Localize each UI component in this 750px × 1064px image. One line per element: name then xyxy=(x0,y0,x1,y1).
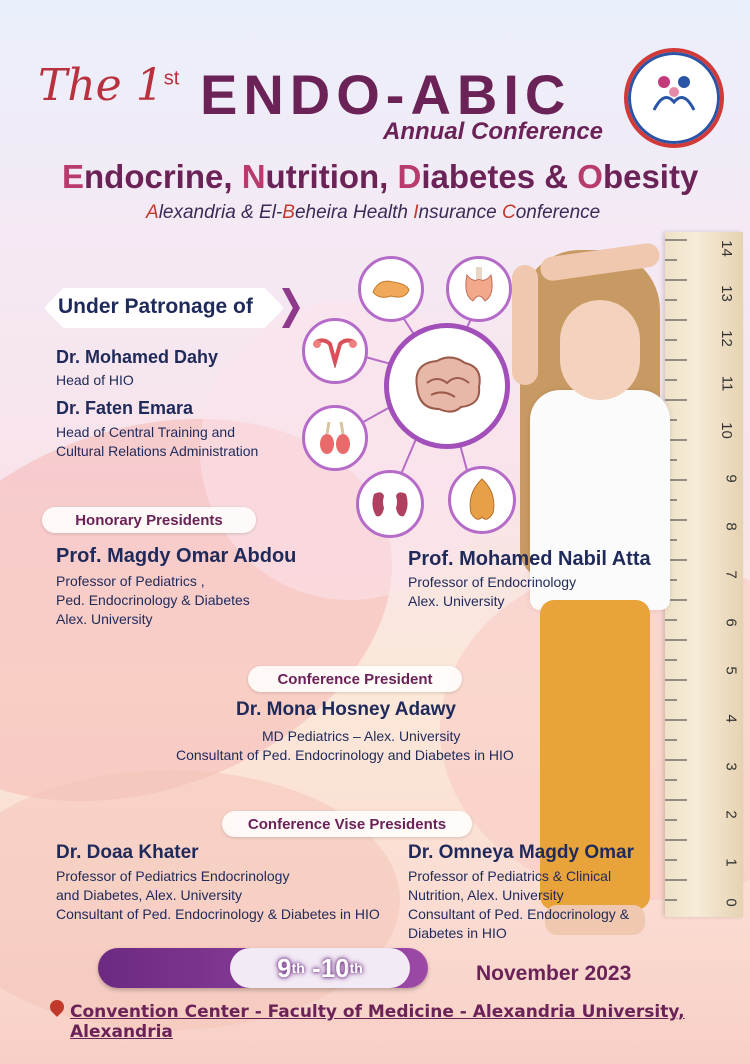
girl-face xyxy=(560,300,640,400)
adrenal-icon xyxy=(448,466,516,534)
event-dates: 9 th - 10 th xyxy=(230,948,410,988)
ruler-number: 10 xyxy=(718,422,736,439)
honorary-role: Alex. University xyxy=(408,593,505,609)
height-ruler xyxy=(665,232,743,917)
ruler-number: 8 xyxy=(722,522,740,531)
uterus-icon xyxy=(302,318,368,384)
conference-title: ENDO-ABIC xyxy=(200,63,572,126)
ruler-number: 3 xyxy=(722,762,740,771)
president-role: MD Pediatrics – Alex. University xyxy=(262,728,461,744)
vice-role: and Diabetes, Alex. University xyxy=(56,887,242,903)
vice-name: Dr. Doaa Khater xyxy=(56,842,199,863)
honorary-name: Prof. Mohamed Nabil Atta xyxy=(408,548,651,570)
vice-role: Professor of Pediatrics Endocrinology xyxy=(56,868,290,884)
vice-name: Dr. Omneya Magdy Omar xyxy=(408,842,634,863)
ruler-number: 2 xyxy=(722,810,740,819)
ruler-number: 13 xyxy=(718,285,736,302)
event-month: November 2023 xyxy=(476,962,632,985)
honorary-role: Alex. University xyxy=(56,611,153,627)
honorary-role: Ped. Endocrinology & Diabetes xyxy=(56,592,250,608)
vice-role: Professor of Pediatrics & Clinical xyxy=(408,868,612,884)
vice-label: Conference Vise Presidents xyxy=(222,811,472,837)
patron-role: Head of HIO xyxy=(56,372,134,388)
ruler-number: 1 xyxy=(722,858,740,867)
patronage-label: Under Patronage of xyxy=(58,295,253,318)
ruler-number: 4 xyxy=(722,714,740,723)
ruler-number: 11 xyxy=(718,375,736,392)
patron-role: Head of Central Training and xyxy=(56,424,235,440)
ruler-number: 9 xyxy=(722,474,740,483)
brain-icon xyxy=(384,323,510,449)
honorary-name: Prof. Magdy Omar Abdou xyxy=(56,545,297,567)
vice-role: Nutrition, Alex. University xyxy=(408,887,564,903)
conference-subtitle: Alexandria & El-Beheira Health Insurance Conference xyxy=(146,202,601,223)
organization-logo xyxy=(624,48,724,148)
topics-line: Endocrine, Nutrition, Diabetes & Obesity xyxy=(62,158,699,195)
testes-icon xyxy=(302,405,368,471)
vice-role: Consultant of Ped. Endocrinology & Diabetes in HIO xyxy=(56,906,380,922)
honorary-role: Professor of Endocrinology xyxy=(408,574,577,590)
president-label: Conference President xyxy=(248,666,462,692)
patron-name: Dr. Faten Emara xyxy=(56,398,194,418)
ordinal-label: The 1st xyxy=(38,60,180,111)
family-logo-icon xyxy=(648,72,700,112)
honorary-label: Honorary Presidents xyxy=(42,507,256,533)
thyroid-icon xyxy=(446,256,512,322)
president-role: Consultant of Ped. Endocrinology and Diabetes in HIO xyxy=(176,747,514,763)
ruler-number: 12 xyxy=(718,330,736,347)
ruler-number: 14 xyxy=(718,240,736,257)
kidney-icon xyxy=(356,470,424,538)
ruler-number: 7 xyxy=(722,570,740,579)
ruler-number: 0 xyxy=(722,898,740,907)
president-name: Dr. Mona Hosney Adawy xyxy=(236,699,456,720)
ruler-number: 5 xyxy=(722,666,740,675)
patron-role: Cultural Relations Administration xyxy=(56,443,259,459)
pancreas-icon xyxy=(358,256,424,322)
vice-role: Consultant of Ped. Endocrinology & xyxy=(408,906,630,922)
annual-label: Annual Conference xyxy=(383,118,604,145)
event-venue: Convention Center - Faculty of Medicine - Alexandria University, Alexandria xyxy=(70,1002,685,1042)
patron-name: Dr. Mohamed Dahy xyxy=(56,347,219,367)
ruler-number: 6 xyxy=(722,618,740,627)
vice-role: Diabetes in HIO xyxy=(408,925,507,941)
honorary-role: Professor of Pediatrics , xyxy=(56,573,205,589)
